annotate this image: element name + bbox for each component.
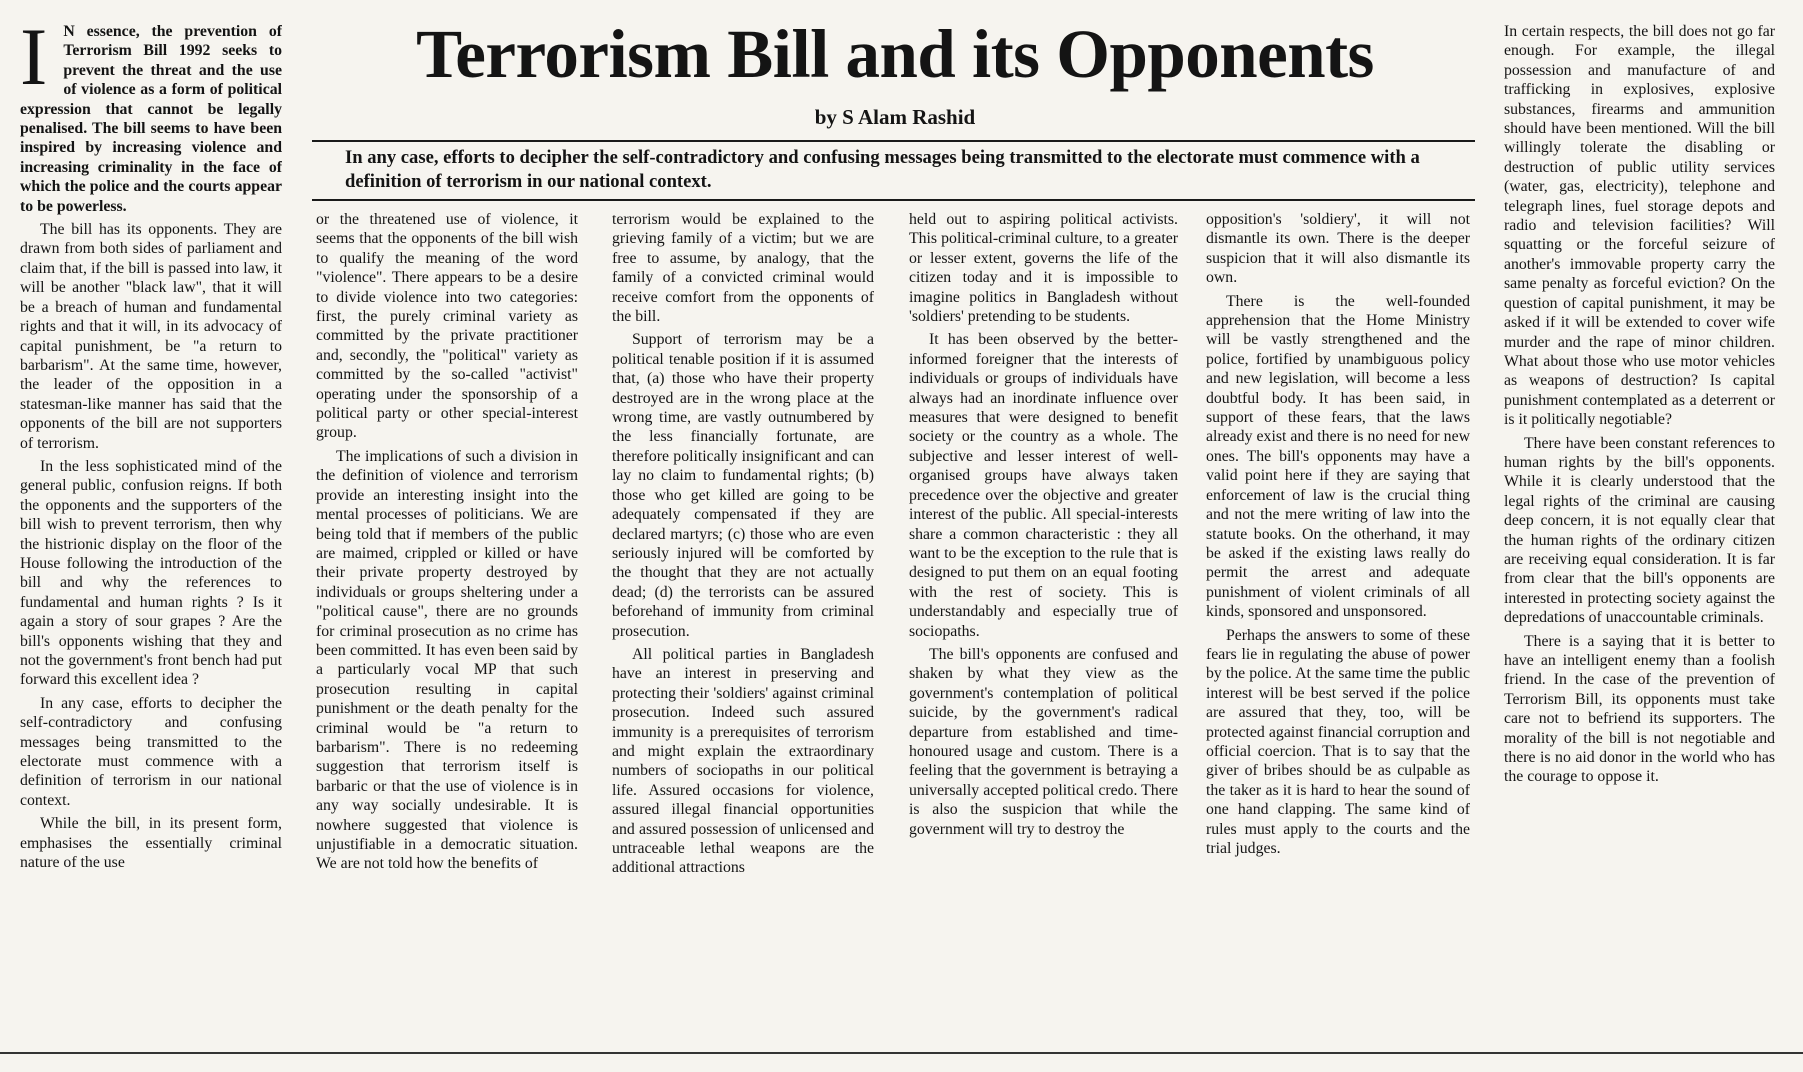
paragraph: It has been observed by the better-informed foreigner that the interests of individuals or groups of individuals have always had an inordinate influence over measures that were designed to benefit society or the country as a whole. The subjective and lesser interest of well-organised groups have always taken precedence over the objective and greater interest of the public. All special-interests share a common characteristic : they all want to be the exception to the rule that is designed to put them on an equal footing with the rest of society. This is understandably and especially true of sociopaths. xyxy=(909,331,1178,640)
drop-cap: I xyxy=(20,22,48,102)
paragraph: There have been constant references to human rights by the bill's opponents. While it is clearly understood that the legal rights of the criminal are causing deep concern, it is not equally clear that the human rights of the ordinary citizen are receiving equal consideration. It is far from clear that the bill's opponents are interested in protecting society against the depredations of unaccountable criminals. xyxy=(1504,434,1775,627)
deck-rule-bottom xyxy=(312,199,1475,201)
paragraph: held out to aspiring political activists. This political-criminal culture, to a greater or lesser extent, governs the life of the citizen today and it is impossible to imagine politics in Bangladesh without 'soldiers' pretending to be students. xyxy=(909,211,1178,326)
byline: by S Alam Rashid xyxy=(814,105,976,129)
page-bottom-rule xyxy=(0,1052,1803,1054)
headline: Terrorism Bill and its Opponents xyxy=(416,16,1374,92)
paragraph: Perhaps the answers to some of these fears lie in regulating the abuse of power by the police. At the same time the public interest will be best served if the police are assured that they, too, will be protected against financial corruption and official coercion. That is to say that the giver of bribes should be as culpable as the taker as it is hard to hear the sound of one hand clapping. The same kind of rules must apply to the courts and the trial judges. xyxy=(1206,626,1470,857)
paragraph: terrorism would be explained to the grieving family of a victim; but we are free to assume, by analogy, that the family of a convicted criminal would receive comfort from the opponents of the bill. xyxy=(612,211,874,326)
paragraph: Support of terrorism may be a political tenable position if it is assumed that, (a) those who have their property destroyed are in the wrong place at the wrong time, are vastly outnumbered by the less financially fortunate, are therefore politically insignificant and can lay no claim to fundamental rights; (b) those who get killed are going to be adequately compensated if they are declared martyrs; (c) those who are even seriously injured will be comforted by the thought that they are not actually dead; (d) the terrorists can be assured beforehand of immunity from criminal prosecution. xyxy=(612,331,874,640)
column-1 xyxy=(20,22,282,1072)
lead-text: N essence, the prevention of Terrorism Bill 1992 seeks to prevent the threat and the use of violence as a form of political expression that cannot be legally penalised. The bill seems to have been inspired by increasing violence and increasing criminality in the face of which the police and the courts appear to be powerless. xyxy=(20,23,282,215)
paragraph: or the threatened use of violence, it seems that the opponents of the bill wish to qualify the meaning of the word "violence". There appears to be a desire to divide violence into two categories: first, the purely criminal variety as committed by the private practitioner and, secondly, the "political" variety as committed by the so-called "activist" operating under the sponsorship of a political party or other special-interest group. xyxy=(316,211,578,442)
paragraph: In certain respects, the bill does not go far enough. For example, the illegal possession and manufacture of and trafficking in explosives, explosive substances, firearms and ammunition should have been mentioned. Will the bill willingly tolerate the disabling or destruction of public utility services (water, gas, electricity), telephone and telegraph lines, fuel storage depots and radio and television facilities? Will squatting or the forceful seizure of another's immovable property carry the same penalty as forceful eviction? On the question of capital punishment, it may be asked if it will be extended to cover wife murder and the rape of minor children. What about those who use motor vehicles as weapons of destruction? Is capital punishment contemplated as a deterrent or is it politically negotiable? xyxy=(1504,23,1775,429)
paragraph: The implications of such a division in the definition of violence and terrorism provide an interesting insight into the mental processes of politicians. We are being told that if members of the public are maimed, crippled or killed or have their private property destroyed by individuals or groups sheltering under a "political cause", there are no grounds for criminal prosecution as no crime has been committed. It has even been said by a particularly vocal MP that such prosecution resulting in capital punishment or the death penalty for the criminal would be "a return to barbarism". There is no redeeming suggestion that terrorism itself is barbaric or that the use of violence is in any way socially undesirable. It is nowhere suggested that violence is unjustifiable in a democratic situation. We are not told how the benefits of xyxy=(316,447,578,873)
column-4 xyxy=(909,210,1178,1050)
column-2 xyxy=(316,210,578,1050)
lead-paragraph xyxy=(20,22,282,216)
paragraph: All political parties in Bangladesh have an interest in preserving and protecting their 'soldiers' against criminal prosecution. Indeed such assured immunity is a prerequisites of terrorism and might explain the extraordinary numbers of sociopaths in our political life. Assured occasions for violence, assured illegal financial opportunities and assured possession of unlicensed and untraceable lethal weapons are the additional attractions xyxy=(612,645,874,877)
column-3 xyxy=(612,210,874,1050)
paragraph: There is the well-founded apprehension that the Home Ministry will be vastly strengthened and the police, fortified by unambiguous policy and new legislation, will become a less doubtful body. It has been said, in support of these fears, that the laws already exist and there is no need for new ones. The bill's opponents may have a valid point here if they are saying that enforcement of law is the crucial thing and not the mere writing of law into the statute books. On the otherhand, it may be asked if the existing laws really do permit the arrest and adequate punishment of violent criminals of all kinds, sponsored and unsponsored. xyxy=(1206,292,1470,621)
paragraph: There is a saying that it is better to have an intelligent enemy than a foolish friend. In the case of the prevention of Terrorism Bill, its opponents must take care not to befriend its supporters. The morality of the bill is not negotiable and there is no aid donor in the world who has the courage to oppose it. xyxy=(1504,632,1775,786)
paragraph: While the bill, in its present form, emphasises the essentially criminal nature of the use xyxy=(20,815,282,872)
deck-pull-quote: In any case, efforts to decipher the self-contradictory and confusing messages being transmitted to the electorate must commence with a definition of terrorism in our national context. xyxy=(345,147,1420,192)
paragraph: opposition's 'soldiery', it will not dismantle its own. There is the deeper suspicion that it will also dismantle its own. xyxy=(1206,211,1470,287)
paragraph: In any case, efforts to decipher the self-contradictory and confusing messages being transmitted to the electorate must commence with a definition of terrorism in our national context. xyxy=(20,694,282,809)
column-5 xyxy=(1206,210,1470,1050)
paragraph: In the less sophisticated mind of the general public, confusion reigns. If both the opponents and the supporters of the bill wish to prevent terrorism, then why the histrionic display on the floor of the House following the introduction of the bill and why the references to fundamental and human rights ? Is it again a story of sour grapes ? Are the bill's opponents wishing that they and not the government's front bench had put forward this excellent idea ? xyxy=(20,457,282,689)
deck-rule-top xyxy=(312,140,1475,142)
paragraph: The bill has its opponents. They are drawn from both sides of parliament and claim that, if the bill is passed into law, it will be another "black law", that it will be a breach of human and fundamental rights and that it will, in its advocacy of capital punishment, be "a return to barbarism". At the same time, however, the leader of the opposition in a statesman-like manner has said that the opponents of the bill are not supporters of terrorism. xyxy=(20,221,282,452)
column-6 xyxy=(1504,22,1775,1050)
paragraph: The bill's opponents are confused and shaken by what they view as the government's contemplation of political suicide, by the government's radical departure from established and time-honoured usage and custom. There is a feeling that the government is betraying a universally accepted political credo. There is also the suspicion that while the government will try to destroy the xyxy=(909,645,1178,838)
